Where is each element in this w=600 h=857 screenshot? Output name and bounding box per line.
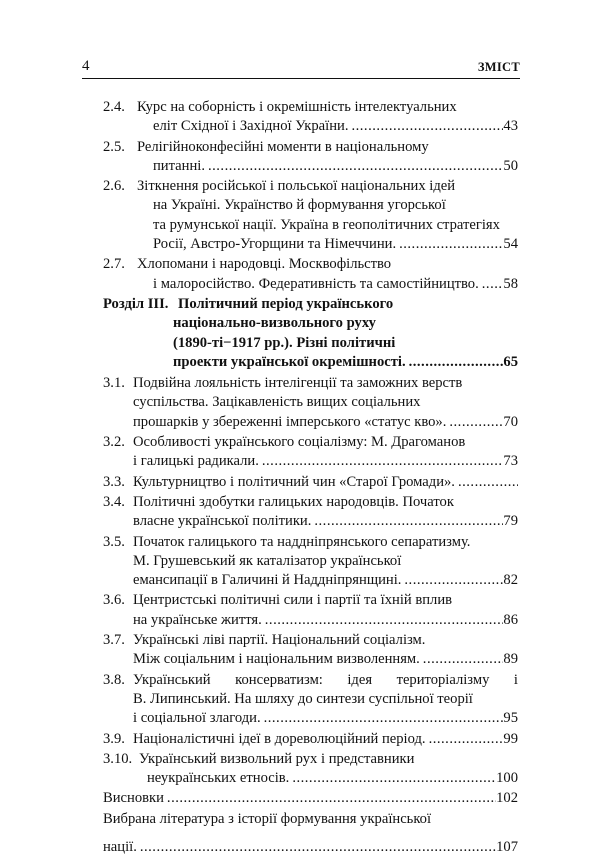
entry-last-line — [103, 730, 518, 749]
literature-last-line — [103, 838, 518, 857]
entry-line: Політичні здобутки галицьких народовців. Початок — [133, 493, 454, 510]
entry-line: Українські ліві партії. Національний соціалізм. — [133, 632, 426, 649]
entry-line: Курс на соборність і окремішність інтелектуальних — [137, 99, 457, 115]
entry-page: 107 — [496, 838, 518, 855]
entry-last-line — [103, 157, 518, 176]
entry-word: ідея — [347, 671, 373, 688]
entry-number: 3.3. — [103, 473, 125, 490]
toc-entry — [103, 631, 518, 670]
table-of-contents — [103, 98, 518, 857]
entry-number: 3.9. — [103, 730, 125, 747]
literature-line: Вибрана література з історії формування української — [103, 810, 432, 827]
entry-line: суспільства. Зацікавленість вищих соціальних — [133, 394, 421, 411]
entry-text: і соціальної злагоди. — [133, 710, 261, 727]
entry-text: власне української політики. — [133, 513, 312, 530]
toc-entry — [103, 255, 518, 294]
toc-entry — [103, 433, 518, 472]
entry-line: В. Липинський. На шляху до синтези суспільної теорії — [133, 690, 473, 707]
entry-word: і — [513, 671, 518, 688]
dot-leader — [259, 452, 504, 471]
entry-text: проекти української окремішності. — [173, 353, 406, 370]
entry-text: на українське життя. — [133, 611, 262, 628]
entry-word: консерватизм: — [235, 671, 323, 688]
entry-text: нації. — [103, 838, 137, 855]
toc-entry — [103, 671, 518, 729]
entry-number: 3.8. — [103, 671, 125, 688]
entry-page: 86 — [503, 611, 518, 628]
dot-leader — [455, 473, 518, 492]
entry-page: 102 — [496, 790, 518, 807]
section-last-line — [103, 353, 518, 372]
entry-number: 3.4. — [103, 493, 125, 510]
toc-entry — [103, 750, 518, 789]
dot-leader — [262, 611, 504, 630]
entry-last-line — [103, 275, 518, 294]
entry-line: та румунської нації. Україна в геополітичних стратегіях — [153, 216, 500, 233]
dot-leader — [205, 157, 503, 176]
section-line: (1890-ті−1917 рр.). Різні політичні — [173, 334, 396, 351]
entry-text: Між соціальним і національним визволенням. — [133, 651, 420, 668]
entry-number: 3.5. — [103, 533, 125, 550]
entry-text: Росії, Австро-Угорщини та Німеччини. — [153, 236, 397, 253]
dot-leader — [396, 235, 503, 254]
entry-line: на Україні. Українство й формування угорської — [153, 197, 446, 214]
entry-text: еліт Східної і Західної України. — [153, 118, 349, 135]
dot-leader — [479, 275, 504, 294]
entry-number: 3.10. — [103, 750, 133, 767]
entry-number: 2.6. — [103, 178, 125, 195]
entry-page: 70 — [503, 413, 518, 430]
entry-last-line — [103, 571, 518, 590]
dot-leader — [137, 838, 496, 857]
entry-number: 3.2. — [103, 434, 125, 451]
entry-text: Висновки — [103, 790, 164, 807]
entry-page: 89 — [503, 651, 518, 668]
entry-last-line — [103, 709, 518, 728]
entry-last-line — [103, 452, 518, 471]
dot-leader — [446, 413, 503, 432]
entry-page: 79 — [503, 513, 518, 530]
entry-number: 3.1. — [103, 375, 125, 392]
entry-last-line — [103, 235, 518, 254]
toc-entry — [103, 591, 518, 630]
dot-leader — [406, 353, 504, 372]
entry-text: питанні. — [153, 157, 205, 174]
entry-number: 2.5. — [103, 138, 125, 155]
entry-text: прошарків у збереженні імперського «статус кво». — [133, 413, 447, 430]
toc-entry — [103, 730, 518, 749]
entry-last-line — [103, 473, 518, 492]
entry-page: 82 — [503, 572, 518, 589]
toc-entry — [103, 473, 518, 492]
entry-word: територіалізму — [396, 671, 490, 688]
entry-text: Націоналістичні ідеї в дореволюційний період. — [133, 730, 426, 747]
entry-text: емансипації в Галичині й Наддніпрянщині. — [133, 572, 402, 589]
entry-last-line — [103, 512, 518, 531]
toc-entry — [103, 98, 518, 137]
entry-word: Український — [133, 671, 211, 688]
entry-line — [103, 671, 518, 690]
dot-leader — [164, 789, 496, 808]
dot-leader — [261, 709, 504, 728]
page-header — [82, 56, 520, 79]
entry-page: 43 — [503, 118, 518, 135]
dot-leader — [289, 769, 496, 788]
entry-number: 2.4. — [103, 99, 125, 115]
entry-number: 3.6. — [103, 592, 125, 609]
toc-entry-conclusions — [103, 789, 518, 808]
page-number: 4 — [82, 58, 90, 74]
toc-entry — [103, 138, 518, 177]
entry-page: 54 — [503, 236, 518, 253]
dot-leader — [426, 730, 504, 749]
entry-page: 95 — [503, 710, 518, 727]
entry-page: 100 — [496, 770, 518, 787]
toc-entry-literature — [103, 810, 518, 857]
entry-line: Особливості українського соціалізму: М. Драгоманов — [133, 434, 466, 451]
dot-leader — [311, 512, 503, 531]
section-line: Політичний період українського — [178, 295, 394, 312]
entry-last-line — [103, 650, 518, 669]
entry-text: неукраїнських етносів. — [147, 770, 290, 787]
entry-last-line — [103, 611, 518, 630]
section-heading — [103, 295, 518, 372]
entry-page: 50 — [503, 157, 518, 174]
entry-line: Подвійна лояльність інтелігенції та заможних верств — [133, 375, 463, 392]
entry-line: Початок галицького та наддніпрянського сепаратизму. — [133, 533, 471, 550]
header-title: ЗМІСТ — [477, 60, 520, 74]
section-line: національно-визвольного руху — [173, 315, 376, 332]
toc-entry — [103, 533, 518, 591]
entry-line: Центристські політичні сили і партії та їхній вплив — [133, 592, 453, 609]
entry-line: Зіткнення російської і польської національних ідей — [137, 178, 456, 195]
entry-text: і галицькі радикали. — [133, 453, 259, 470]
conclusions-last-line — [103, 789, 518, 808]
entry-text: і малоросійство. Федеративність та самостійництво. — [153, 275, 479, 292]
section-label: Розділ III. — [103, 295, 169, 312]
entry-last-line — [103, 413, 518, 432]
dot-leader — [420, 650, 504, 669]
dot-leader — [401, 571, 503, 590]
entry-line: Релігійноконфесійні моменти в національному — [137, 138, 429, 155]
entry-text: Культурництво і політичний чин «Старої Громади». — [133, 473, 455, 490]
toc-entry — [103, 374, 518, 432]
entry-page: 99 — [503, 730, 518, 747]
entry-last-line — [103, 117, 518, 136]
toc-entry — [103, 493, 518, 532]
entry-number: 2.7. — [103, 256, 125, 273]
entry-number: 3.7. — [103, 632, 125, 649]
entry-page: 73 — [503, 453, 518, 470]
entry-line: М. Грушевський як каталізатор української — [133, 552, 402, 569]
dot-leader — [348, 117, 503, 136]
entry-last-line — [103, 769, 518, 788]
entry-line: Український визвольний рух і представники — [139, 750, 415, 767]
entry-line: Хлопомани і народовці. Москвофільство — [137, 256, 392, 273]
toc-entry — [103, 177, 518, 254]
entry-page: 65 — [503, 353, 518, 370]
entry-page: 58 — [503, 275, 518, 292]
